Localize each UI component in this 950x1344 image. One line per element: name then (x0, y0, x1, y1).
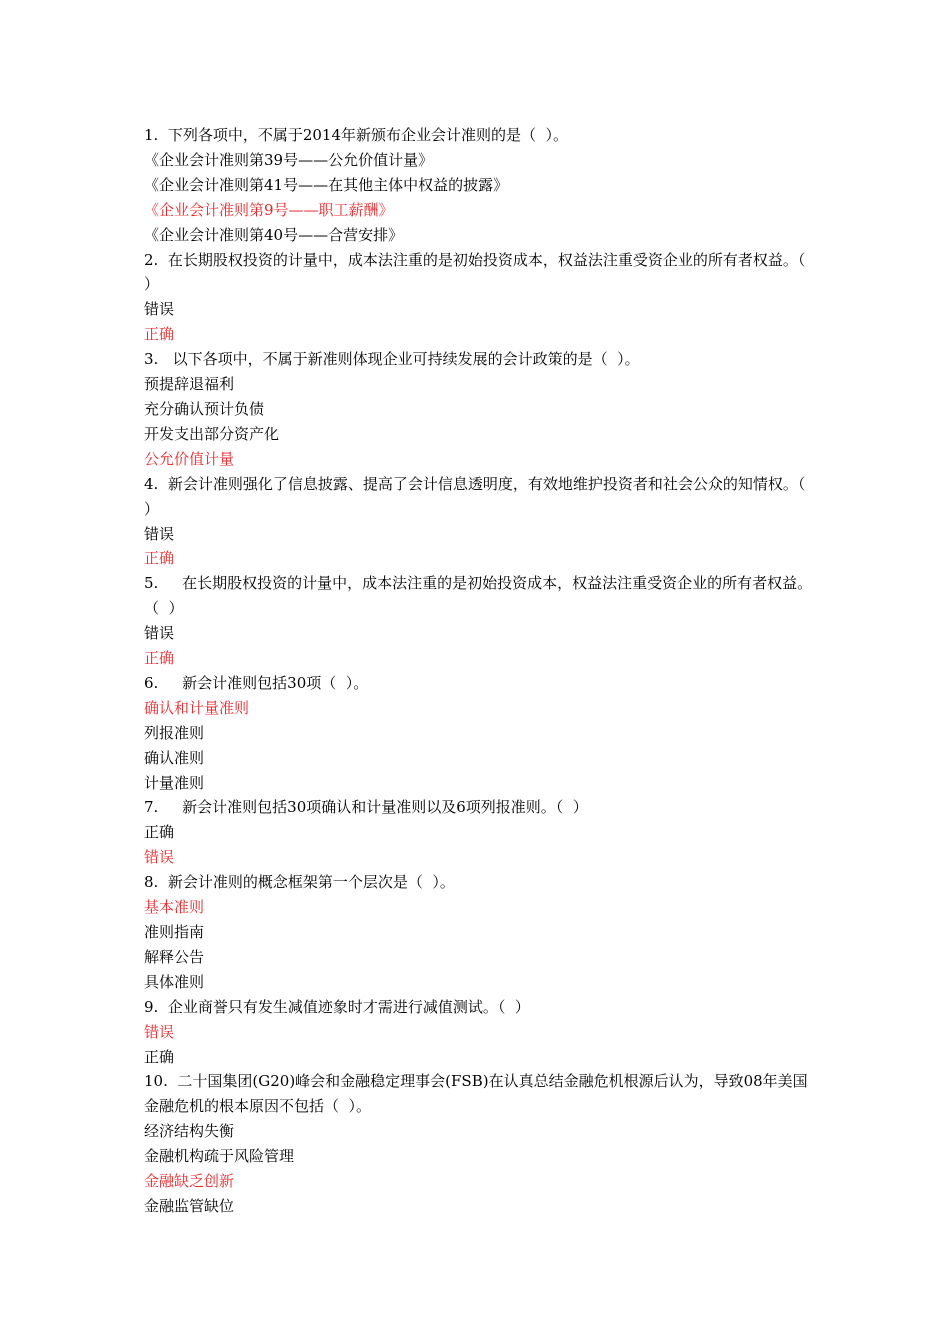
answer-option: 确认准则 (144, 748, 205, 767)
answer-option: 金融机构疏于风险管理 (144, 1147, 295, 1166)
answer-option: 正确 (144, 1047, 175, 1066)
question-block (144, 248, 814, 348)
question-block (144, 123, 814, 248)
question-block (144, 870, 814, 995)
question-text: 8. 新会计准则的概念框架第一个层次是（ ）。 (144, 873, 455, 892)
answer-option: 《企业会计准则第39号——公允价值计量》 (144, 150, 434, 169)
answer-option: 经济结构失衡 (144, 1122, 235, 1141)
answer-option: 《企业会计准则第40号——合营安排》 (144, 225, 404, 244)
question-text: 10. 二十国集团(G20)峰会和金融稳定理事会(FSB)在认真总结金融危机根源后认为，导致08年美国金融危机的根本原因不包括（ ）。 (144, 1072, 808, 1116)
question-text: 3. 以下各项中，不属于新准则体现企业可持续发展的会计政策的是（ ）。 (144, 350, 640, 369)
answer-option: 错误 (144, 300, 175, 319)
question-block (144, 795, 814, 870)
quiz-document (144, 123, 814, 1219)
answer-option: 解释公告 (144, 947, 205, 966)
question-text: 9. 企业商誉只有发生减值迹象时才需进行减值测试。（ ） (144, 997, 530, 1016)
answer-option: 《企业会计准则第41号——在其他主体中权益的披露》 (144, 175, 509, 194)
answer-option: 预提辞退福利 (144, 375, 235, 394)
correct-answer-option: 正确 (144, 549, 175, 568)
question-text: 7. 新会计准则包括30项确认和计量准则以及6项列报准则。（ ） (144, 798, 588, 817)
question-block (144, 671, 814, 796)
answer-option: 具体准则 (144, 972, 205, 991)
question-block (144, 347, 814, 472)
answer-option: 列报准则 (144, 723, 205, 742)
question-text: 6. 新会计准则包括30项（ ）。 (144, 673, 369, 692)
answer-option: 充分确认预计负债 (144, 399, 265, 418)
answer-option: 错误 (144, 524, 175, 543)
correct-answer-option: 错误 (144, 1022, 175, 1041)
correct-answer-option: 基本准则 (144, 898, 205, 917)
question-block (144, 1069, 814, 1218)
correct-answer-option: 错误 (144, 848, 175, 867)
answer-option: 开发支出部分资产化 (144, 424, 280, 443)
correct-answer-option: 《企业会计准则第9号——职工薪酬》 (144, 200, 394, 219)
question-text: 2. 在长期股权投资的计量中，成本法注重的是初始投资成本，权益法注重受资企业的所有者权益。（ ） (144, 250, 815, 294)
question-block (144, 571, 814, 671)
answer-option: 金融监管缺位 (144, 1196, 235, 1215)
correct-answer-option: 确认和计量准则 (144, 698, 250, 717)
question-block (144, 995, 814, 1070)
answer-option: 错误 (144, 624, 175, 643)
question-block (144, 472, 814, 572)
question-text: 5. 在长期股权投资的计量中，成本法注重的是初始投资成本，权益法注重受资企业的所有者权益。（ ） (144, 574, 813, 618)
correct-answer-option: 正确 (144, 649, 175, 668)
correct-answer-option: 正确 (144, 325, 175, 344)
answer-option: 正确 (144, 823, 175, 842)
answer-option: 准则指南 (144, 923, 205, 941)
answer-option: 计量准则 (144, 773, 205, 792)
question-text: 4. 新会计准则强化了信息披露、提高了会计信息透明度，有效地维护投资者和社会公众的知情权。（ ） (144, 474, 815, 518)
correct-answer-option: 金融缺乏创新 (144, 1172, 235, 1191)
question-text: 1. 下列各项中，不属于2014年新颁布企业会计准则的是（ ）。 (144, 126, 569, 144)
correct-answer-option: 公允价值计量 (144, 449, 235, 468)
